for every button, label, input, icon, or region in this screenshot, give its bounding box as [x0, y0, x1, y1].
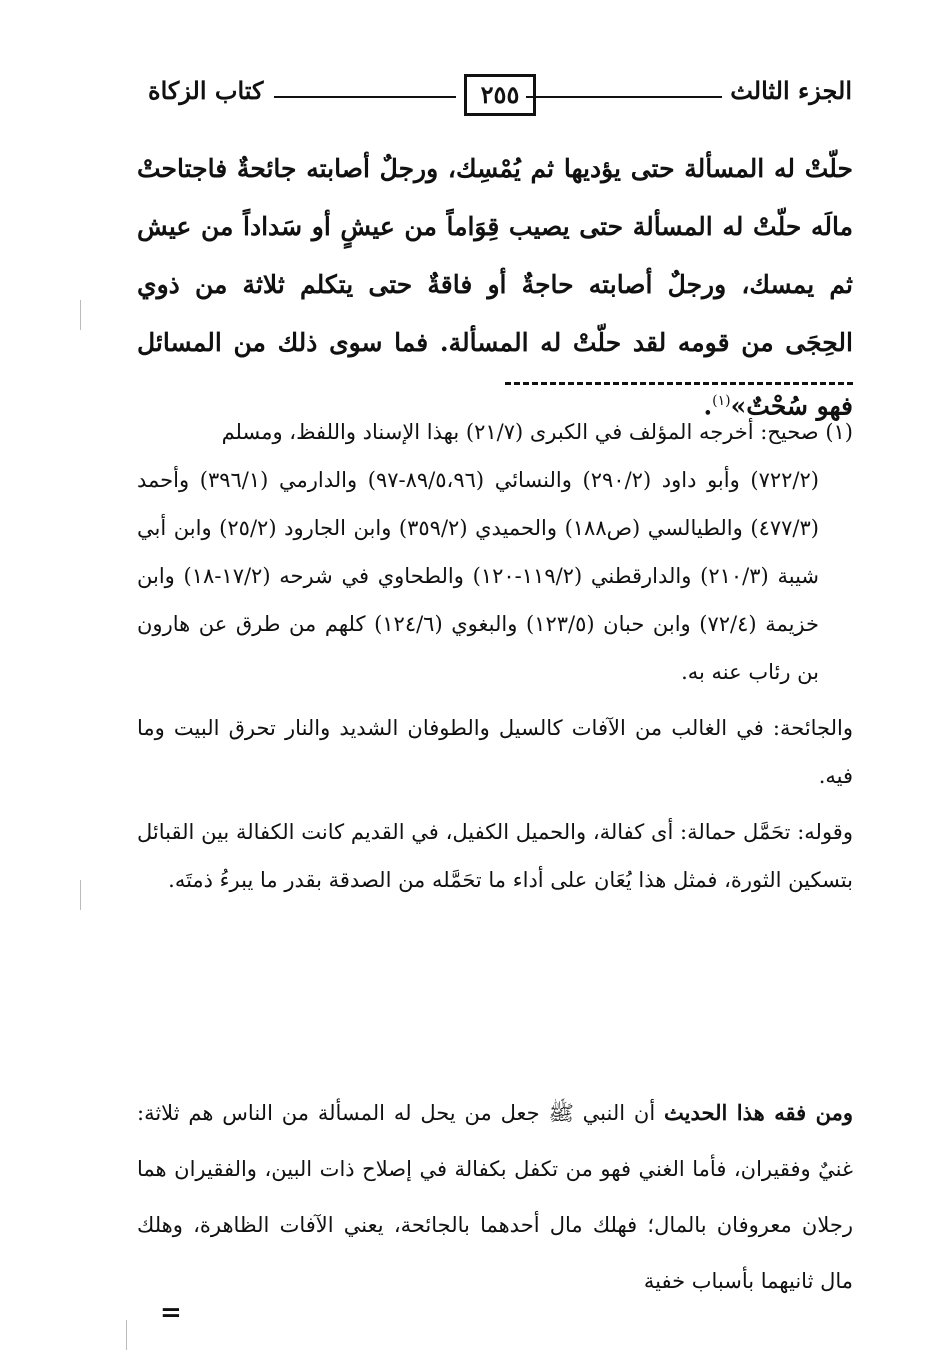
fiqh-section: [137, 1085, 853, 1309]
footnote-1-continuation: (٧٢٢/٢) وأبو داود (٢٩٠/٢) والنسائي (٨٩/٥،٩٦-٩٧) والدارمي (٣٩٦/١) وأحمد (٤٧٧/٣) والطيالسي (ص١٨٨) والحميدي (٣٥٩/٢) وابن الجارود (٢٥/٢) وابن أبي شيبة (٢١٠/٣) والدارقطني (١١٩/٢-١٢٠) والطحاوي في شرحه (١٧/٢-١٨) وابن خزيمة (٧٢/٤) وابن حبان (١٢٣/٥) والبغوي (١٢٤/٦) كلهم من طرق عن هارون بن رئاب عنه به.: [137, 468, 820, 684]
footnotes: [137, 408, 853, 904]
footnote-1: [137, 408, 853, 696]
fiqh-heading: ومن فقه هذا الحديث: [664, 1100, 853, 1125]
hadith-body: حلّتْ له المسألة حتى يؤديها ثم يُمْسِك، ورجلٌ أصابته جائحةٌ فاجتاحتْ مالَه حلّتْ له المسألة حتى يصيب قِوَاماً من عيشٍ أو سَداداً من عيش ثم يمسك، ورجلٌ أصابته حاجةٌ أو فاقةٌ حتى يتكلم ثلاثة من ذوي الحِجَى من قومه لقد حلّتْ له المسألة. فما سوى ذلك من المسائل فهو سُحْتٌ»: [137, 154, 853, 421]
header-rule-left: [274, 96, 456, 98]
header-rule-right: [526, 96, 722, 98]
footnote-ref: (١): [712, 393, 731, 409]
scan-artifact: [126, 1320, 127, 1350]
footnote-1-lead: (١) صحيح: أخرجه المؤلف في الكبرى (٢١/٧) بهذا الإسناد واللفظ، ومسلم: [221, 420, 853, 444]
volume-label: الجزء الثالث: [730, 76, 852, 105]
scan-artifact: [80, 880, 81, 910]
hadith-end-mark: .: [703, 391, 713, 421]
continuation-mark: =: [160, 1298, 182, 1328]
footnote-hamala-definition: وقوله: تحَمَّل حمالة: أى كفالة، والحميل الكفيل، في القديم كانت الكفالة بين القبائل بتسكين الثورة، فمثل هذا يُعَان على أداء ما تحَمَّله من الصدقة بقدر ما يبرءُ ذمتَه.: [137, 820, 853, 892]
page-number: ٢٥٥: [464, 74, 536, 116]
running-header: [148, 70, 852, 120]
hadith-text: [137, 140, 853, 435]
footnote-separator: [505, 382, 853, 385]
fiqh-body: أن النبي ﷺ جعل من يحل له المسألة من الناس هم ثلاثة: غنيٌ وفقيران، فأما الغني فهو من تكفل بكفالة في إصلاح ذات البين، والفقيران هما رجلان معروفان بالمال؛ فهلك مال أحدهما بالجائحة، يعني الآفات الظاهرة، وهلك مال ثانيهما بأسباب خفية: [137, 1101, 853, 1293]
scan-artifact: [80, 300, 81, 330]
footnote-jaiha-definition: والجائحة: في الغالب من الآفات كالسيل والطوفان الشديد والنار تحرق البيت وما فيه.: [137, 716, 853, 788]
book-title: كتاب الزكاة: [148, 76, 264, 105]
